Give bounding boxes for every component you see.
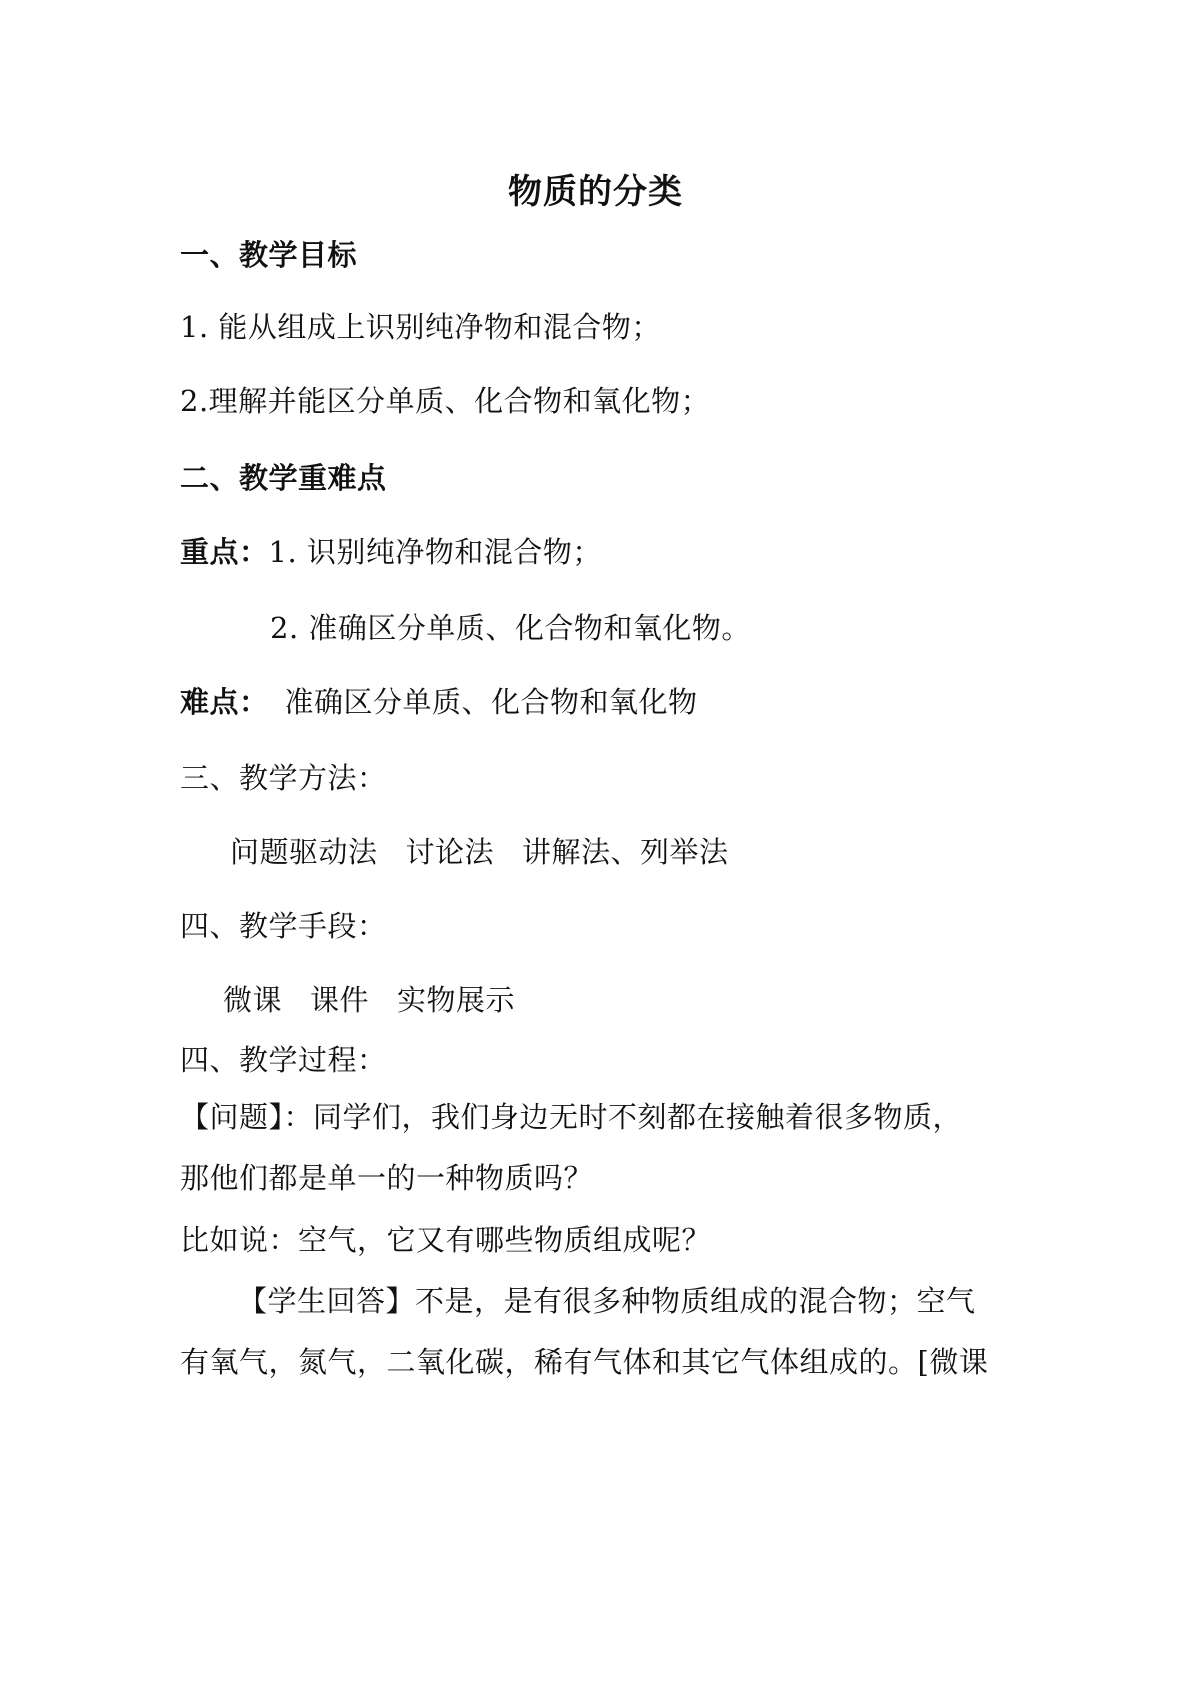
means-item: 课件 [310, 983, 370, 1017]
methods-list [230, 832, 729, 872]
difficult-point-text: 准确区分单质、化合物和氧化物 [284, 685, 698, 719]
key-point-label: 重点： [180, 535, 269, 569]
answer-line-1: 【学生回答】不是，是有很多种物质组成的混合物；空气 [238, 1284, 976, 1318]
key-point-item-2: 2. 准确区分单质、化合物和氧化物。 [270, 611, 751, 645]
question-line-1: 【问题】：同学们，我们身边无时不刻都在接触着很多物质， [180, 1100, 963, 1134]
answer-line-2: 有氧气，氮气，二氧化碳，稀有气体和其它气体组成的。[微课 [180, 1345, 989, 1379]
method-item: 讲解法、列举法 [522, 835, 729, 869]
method-item: 讨论法 [405, 835, 495, 869]
objective-item-2: 2.理解并能区分单质、化合物和氧化物； [180, 384, 711, 418]
means-item: 实物展示 [397, 983, 516, 1017]
key-point-row-1 [180, 532, 602, 572]
question-line-3: 比如说：空气，它又有哪些物质组成呢？ [180, 1223, 712, 1257]
difficult-point-label: 难点： [180, 685, 269, 719]
key-point-item-1: 1. 识别纯净物和混合物； [268, 535, 602, 569]
means-item: 微课 [223, 983, 283, 1017]
question-line-2: 那他们都是单一的一种物质吗？ [180, 1161, 594, 1195]
difficult-point-row [180, 682, 698, 722]
objective-item-1: 1. 能从组成上识别纯净物和混合物； [180, 310, 661, 344]
method-item: 问题驱动法 [230, 835, 378, 869]
section-heading-methods: 三、教学方法： [180, 761, 387, 795]
section-heading-objectives: 一、教学目标 [180, 238, 358, 272]
document-title: 物质的分类 [508, 172, 683, 212]
means-list [223, 980, 515, 1020]
section-heading-means: 四、教学手段： [180, 909, 387, 943]
section-heading-process: 四、教学过程： [180, 1043, 387, 1077]
section-heading-key-points: 二、教学重难点 [180, 461, 387, 495]
